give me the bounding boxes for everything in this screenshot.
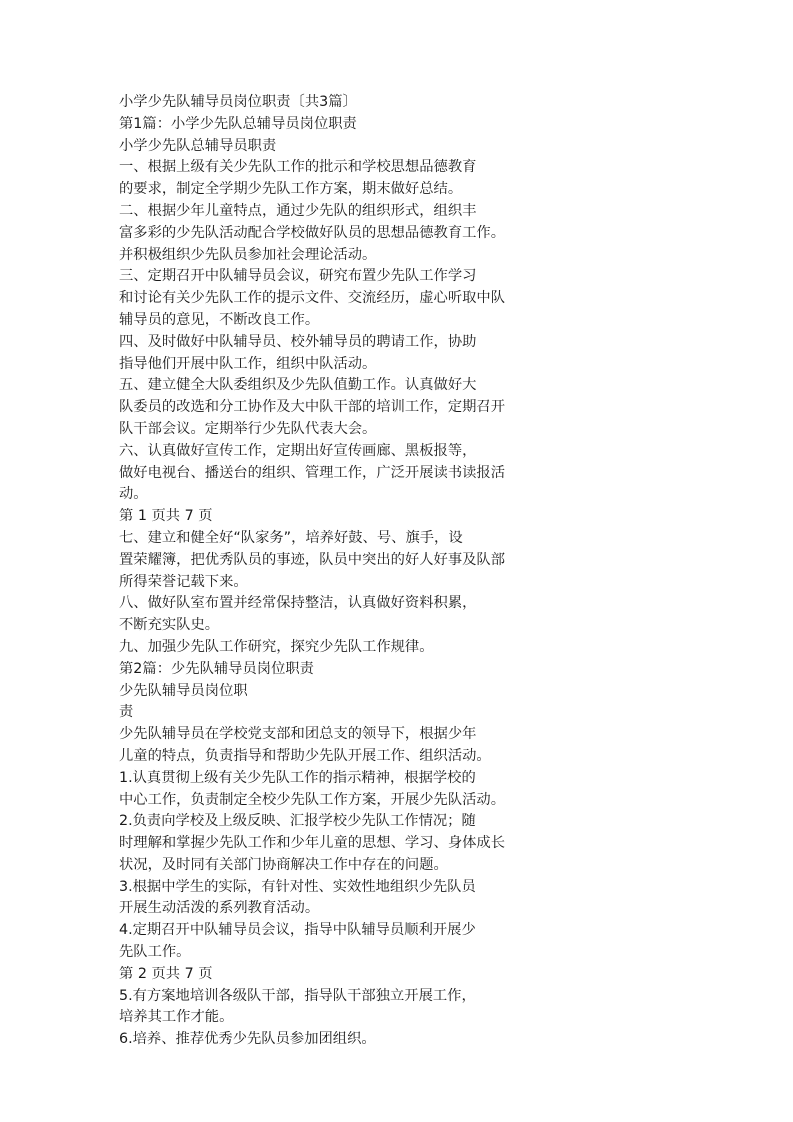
text-line: 少先队辅导员在学校党支部和团总支的领导下，根据少年 xyxy=(119,726,477,743)
text-line: 六、认真做好宣传工作，定期出好宣传画廊、黑板报等， xyxy=(119,442,477,459)
text-line: 5.有方案地培训各级队干部，指导队干部独立开展工作， xyxy=(119,987,476,1004)
text-line: 五、建立健全大队委组织及少先队值勤工作。认真做好大 xyxy=(119,377,477,394)
page-footer: 第 2 页共 7 页 xyxy=(119,965,213,982)
text-line: 八、做好队室布置并经常保持整洁，认真做好资料积累， xyxy=(119,595,477,612)
text-line: 儿童的特点，负责指导和帮助少先队开展工作、组织活动。 xyxy=(119,747,491,764)
text-line: 四、及时做好中队辅导员、校外辅导员的聘请工作，协助 xyxy=(119,333,477,350)
text-line: 开展生动活泼的系列教育活动。 xyxy=(119,900,320,917)
text-line: 指导他们开展中队工作，组织中队活动。 xyxy=(119,355,377,372)
text-line: 队干部会议。定期举行少先队代表大会。 xyxy=(119,420,377,437)
text-line: 1.认真贯彻上级有关少先队工作的指示精神，根据学校的 xyxy=(119,769,476,786)
text-line: 一、根据上级有关少先队工作的批示和学校思想品德教育 xyxy=(119,159,477,176)
text-line: 九、加强少先队工作研究，探究少先队工作规律。 xyxy=(119,638,434,655)
text-line: 和讨论有关少先队工作的提示文件、交流经历，虚心听取中队 xyxy=(119,290,506,307)
text-line: 二、根据少年儿童特点，通过少先队的组织形式，组织丰 xyxy=(119,202,477,219)
text-line: 不断充实队史。 xyxy=(119,617,220,634)
section-heading: 第2篇：少先队辅导员岗位职责 xyxy=(119,660,314,677)
subsection-heading: 责 xyxy=(119,704,134,721)
text-line: 状况，及时同有关部门协商解决工作中存在的问题。 xyxy=(119,856,448,873)
text-line: 置荣耀簿，把优秀队员的事迹，队员中突出的好人好事及队部 xyxy=(119,551,506,568)
page-footer: 第 1 页共 7 页 xyxy=(119,508,213,525)
text-line: 七、建立和健全好“队家务”，培养好鼓、号、旗手，设 xyxy=(119,529,463,546)
text-line: 动。 xyxy=(119,486,148,503)
text-line: 做好电视台、播送台的组织、管理工作，广泛开展读书读报活 xyxy=(119,464,506,481)
text-line: 所得荣誉记载下来。 xyxy=(119,573,248,590)
text-line: 2.负责向学校及上级反映、汇报学校少先队工作情况；随 xyxy=(119,813,476,830)
text-line: 中心工作，负责制定全校少先队工作方案，开展少先队活动。 xyxy=(119,791,506,808)
text-line: 培养其工作才能。 xyxy=(119,1009,234,1026)
text-line: 辅导员的意见，不断改良工作。 xyxy=(119,311,320,328)
text-line: 4.定期召开中队辅导员会议，指导中队辅导员顺利开展少 xyxy=(119,922,476,939)
text-line: 的要求，制定全学期少先队工作方案，期末做好总结。 xyxy=(119,181,463,198)
section-heading: 第1篇：小学少先队总辅导员岗位职责 xyxy=(119,115,357,132)
document-title: 小学少先队辅导员岗位职责〔共3篇〕 xyxy=(119,94,357,110)
text-line: 富多彩的少先队活动配合学校做好队员的思想品德教育工作。 xyxy=(119,224,506,241)
text-line: 先队工作。 xyxy=(119,944,191,961)
text-line: 3.根据中学生的实际，有针对性、实效性地组织少先队员 xyxy=(119,878,476,895)
text-line: 三、定期召开中队辅导员会议，研究布置少先队工作学习 xyxy=(119,268,477,285)
text-line: 队委员的改选和分工协作及大中队干部的培训工作，定期召开 xyxy=(119,399,506,416)
document-body xyxy=(119,92,579,1051)
text-line: 并积极组织少先队员参加社会理论活动。 xyxy=(119,246,377,263)
text-line: 时理解和掌握少先队工作和少年儿童的思想、学习、身体成长 xyxy=(119,835,506,852)
subsection-heading: 小学少先队总辅导员职责 xyxy=(119,137,277,154)
text-line: 6.培养、推荐优秀少先队员参加团组织。 xyxy=(119,1031,376,1048)
subsection-heading: 少先队辅导员岗位职 xyxy=(119,682,248,699)
